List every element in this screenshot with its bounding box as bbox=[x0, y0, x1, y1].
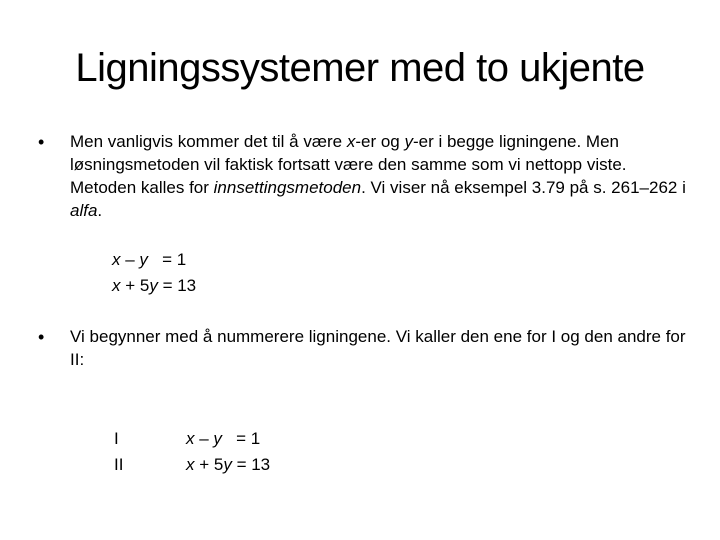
system-1-equation-2 bbox=[112, 274, 196, 298]
rhs: = 1 bbox=[147, 250, 187, 269]
paragraph-1-text-b: -er og bbox=[355, 132, 405, 151]
rhs: = 1 bbox=[221, 429, 261, 448]
book-name: alfa bbox=[70, 201, 98, 220]
slide-title: Ligningssystemer med to ukjente bbox=[75, 46, 645, 90]
paragraph-1-text-a: Men vanligvis kommer det til å være bbox=[70, 132, 347, 151]
method-name: innsettingsmetoden bbox=[213, 178, 362, 197]
equation-label-1: I bbox=[114, 429, 119, 448]
equation-label-2: II bbox=[114, 455, 124, 474]
system-2-equation-2 bbox=[186, 453, 270, 477]
paragraph-1-text-d: . Vi viser nå eksempel 3.79 på s. 261–262 i bbox=[361, 178, 686, 197]
paragraph-1-text-e: . bbox=[97, 201, 103, 220]
bullet-1: • bbox=[38, 132, 45, 152]
var-x: x bbox=[112, 276, 121, 295]
operator: + 5 bbox=[120, 276, 150, 295]
var-y: y bbox=[404, 132, 413, 151]
var-x: x bbox=[186, 429, 195, 448]
operator: – bbox=[120, 250, 140, 269]
var-y: y bbox=[139, 250, 148, 269]
paragraph-2: Vi begynner med å nummerere ligningene. Vi kaller den ene for I og den andre for II: bbox=[70, 327, 686, 369]
var-y: y bbox=[223, 455, 232, 474]
system-1-equation-1 bbox=[112, 248, 186, 272]
rhs: = 13 bbox=[157, 276, 197, 295]
system-2-equation-1 bbox=[186, 427, 260, 451]
rhs: = 13 bbox=[231, 455, 271, 474]
var-y: y bbox=[149, 276, 158, 295]
var-y: y bbox=[213, 429, 222, 448]
operator: – bbox=[194, 429, 214, 448]
var-x: x bbox=[346, 132, 356, 151]
paragraph-1 bbox=[70, 130, 690, 222]
bullet-2: • bbox=[38, 327, 45, 347]
var-x: x bbox=[186, 455, 195, 474]
paragraph-1-text-c: -er i begge ligningene. Men løsningsmetoden vil faktisk fortsatt være den samme som vi nettopp viste. Metoden kalles for bbox=[70, 132, 627, 197]
var-x: x bbox=[112, 250, 121, 269]
operator: + 5 bbox=[194, 455, 224, 474]
